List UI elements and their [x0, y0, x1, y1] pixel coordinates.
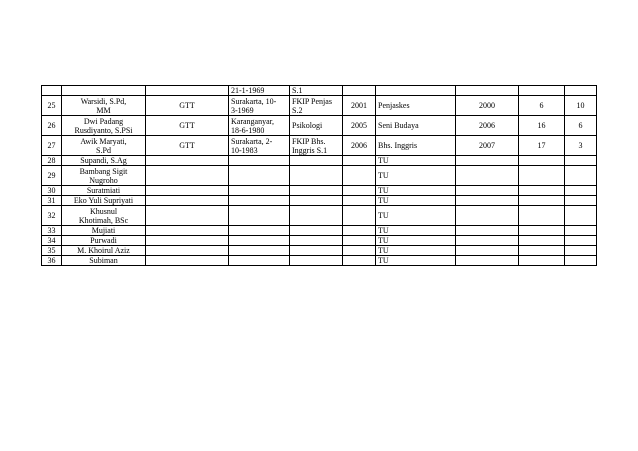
extra-value: [565, 226, 597, 236]
staff-status: [146, 196, 229, 206]
education: S.1: [290, 86, 343, 96]
extra-value: [565, 186, 597, 196]
hours: [519, 256, 565, 266]
start-year: [456, 86, 519, 96]
row-number: 31: [42, 196, 62, 206]
table-row: [42, 86, 597, 96]
subject: TU: [376, 246, 456, 256]
staff-name: M. Khoirul Aziz: [62, 246, 146, 256]
subject: TU: [376, 166, 456, 186]
start-year: [456, 226, 519, 236]
extra-value: 6: [565, 116, 597, 136]
hours: [519, 166, 565, 186]
graduation-year: [343, 206, 376, 226]
hours: 6: [519, 96, 565, 116]
birth-place-date: [229, 256, 290, 266]
start-year: [456, 196, 519, 206]
birth-place-date: Surakarta, 2- 10-1983: [229, 136, 290, 156]
table-row: [42, 246, 597, 256]
birth-place-date: [229, 196, 290, 206]
graduation-year: 2001: [343, 96, 376, 116]
education: [290, 206, 343, 226]
staff-status: [146, 156, 229, 166]
table-row: [42, 256, 597, 266]
staff-name: Bambang Sigit Nugroho: [62, 166, 146, 186]
education: [290, 166, 343, 186]
start-year: [456, 166, 519, 186]
graduation-year: [343, 236, 376, 246]
table-row: [42, 186, 597, 196]
start-year: [456, 236, 519, 246]
birth-place-date: [229, 206, 290, 226]
table-row: [42, 196, 597, 206]
start-year: [456, 206, 519, 226]
row-number: 35: [42, 246, 62, 256]
row-number: 29: [42, 166, 62, 186]
graduation-year: [343, 256, 376, 266]
graduation-year: [343, 86, 376, 96]
table-row: [42, 226, 597, 236]
birth-place-date: Surakarta, 10- 3-1969: [229, 96, 290, 116]
extra-value: [565, 236, 597, 246]
staff-status: GTT: [146, 116, 229, 136]
row-number: 26: [42, 116, 62, 136]
staff-status: [146, 226, 229, 236]
table-row: [42, 116, 597, 136]
extra-value: [565, 246, 597, 256]
table-row: [42, 96, 597, 116]
staff-status: GTT: [146, 96, 229, 116]
birth-place-date: [229, 186, 290, 196]
table-row: [42, 206, 597, 226]
staff-name: Warsidi, S.Pd, MM: [62, 96, 146, 116]
extra-value: [565, 156, 597, 166]
table-row: [42, 136, 597, 156]
row-number: 34: [42, 236, 62, 246]
birth-place-date: [229, 246, 290, 256]
education: [290, 246, 343, 256]
graduation-year: [343, 166, 376, 186]
staff-name: Khusnul Khotimah, BSc: [62, 206, 146, 226]
row-number: [42, 86, 62, 96]
start-year: [456, 256, 519, 266]
education: [290, 196, 343, 206]
subject: TU: [376, 186, 456, 196]
staff-status: [146, 236, 229, 246]
subject: Bhs. Inggris: [376, 136, 456, 156]
staff-name: Purwadi: [62, 236, 146, 246]
extra-value: 3: [565, 136, 597, 156]
birth-place-date: [229, 166, 290, 186]
subject: TU: [376, 256, 456, 266]
extra-value: [565, 86, 597, 96]
staff-status: [146, 206, 229, 226]
education: FKIP Bhs. Inggris S.1: [290, 136, 343, 156]
staff-table: [41, 85, 597, 266]
start-year: [456, 186, 519, 196]
extra-value: [565, 206, 597, 226]
subject: TU: [376, 156, 456, 166]
graduation-year: [343, 196, 376, 206]
subject: TU: [376, 196, 456, 206]
education: [290, 236, 343, 246]
graduation-year: 2005: [343, 116, 376, 136]
extra-value: [565, 166, 597, 186]
birth-place-date: [229, 226, 290, 236]
staff-name: Suratmiati: [62, 186, 146, 196]
hours: [519, 246, 565, 256]
birth-place-date: [229, 236, 290, 246]
hours: [519, 186, 565, 196]
hours: [519, 156, 565, 166]
subject: Penjaskes: [376, 96, 456, 116]
birth-place-date: [229, 156, 290, 166]
start-year: 2006: [456, 116, 519, 136]
graduation-year: [343, 246, 376, 256]
hours: 16: [519, 116, 565, 136]
hours: [519, 226, 565, 236]
row-number: 36: [42, 256, 62, 266]
staff-name: Supandi, S.Ag: [62, 156, 146, 166]
hours: 17: [519, 136, 565, 156]
extra-value: 10: [565, 96, 597, 116]
birth-place-date: 21-1-1969: [229, 86, 290, 96]
hours: [519, 196, 565, 206]
graduation-year: [343, 186, 376, 196]
staff-name: Mujiati: [62, 226, 146, 236]
staff-status: [146, 246, 229, 256]
graduation-year: [343, 156, 376, 166]
staff-status: [146, 86, 229, 96]
subject: [376, 86, 456, 96]
row-number: 27: [42, 136, 62, 156]
subject: TU: [376, 206, 456, 226]
subject: TU: [376, 226, 456, 236]
graduation-year: [343, 226, 376, 236]
education: Psikologi: [290, 116, 343, 136]
start-year: [456, 246, 519, 256]
staff-status: [146, 186, 229, 196]
row-number: 32: [42, 206, 62, 226]
staff-name: Eko Yuli Supriyati: [62, 196, 146, 206]
staff-name: Dwi Padang Rusdiyanto, S.PSi: [62, 116, 146, 136]
row-number: 33: [42, 226, 62, 236]
hours: [519, 86, 565, 96]
subject: Seni Budaya: [376, 116, 456, 136]
staff-name: [62, 86, 146, 96]
education: [290, 186, 343, 196]
staff-name: Subiman: [62, 256, 146, 266]
row-number: 25: [42, 96, 62, 116]
education: [290, 256, 343, 266]
start-year: 2000: [456, 96, 519, 116]
staff-status: [146, 256, 229, 266]
birth-place-date: Karanganyar, 18-6-1980: [229, 116, 290, 136]
table-row: [42, 156, 597, 166]
graduation-year: 2006: [343, 136, 376, 156]
start-year: [456, 156, 519, 166]
education: [290, 156, 343, 166]
row-number: 28: [42, 156, 62, 166]
subject: TU: [376, 236, 456, 246]
staff-name: Awik Maryati, S.Pd: [62, 136, 146, 156]
table-row: [42, 236, 597, 246]
start-year: 2007: [456, 136, 519, 156]
extra-value: [565, 256, 597, 266]
table-row: [42, 166, 597, 186]
staff-status: [146, 166, 229, 186]
education: [290, 226, 343, 236]
extra-value: [565, 196, 597, 206]
education: FKIP Penjas S.2: [290, 96, 343, 116]
hours: [519, 206, 565, 226]
hours: [519, 236, 565, 246]
staff-status: GTT: [146, 136, 229, 156]
row-number: 30: [42, 186, 62, 196]
